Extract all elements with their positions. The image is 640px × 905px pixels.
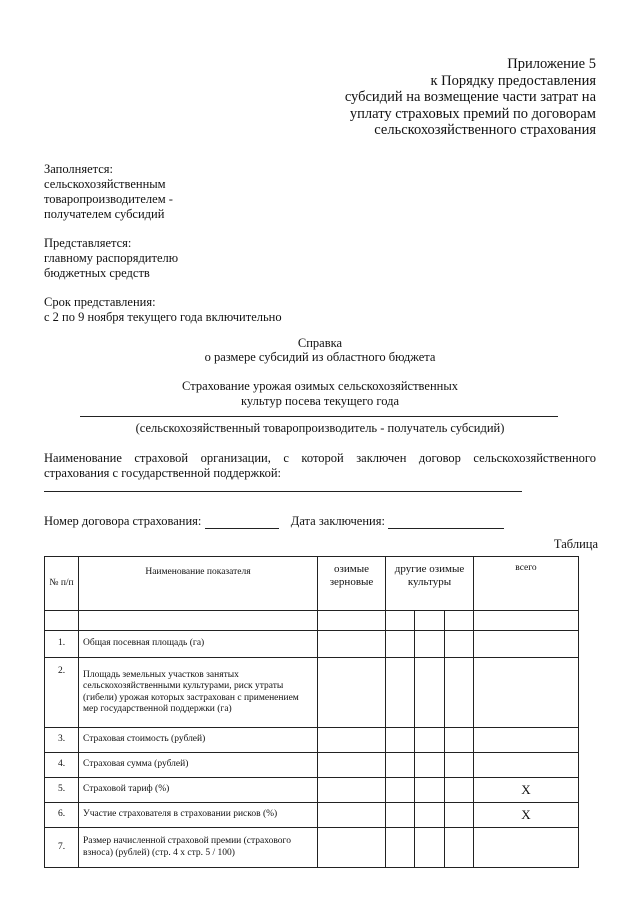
row-num: 2. [45, 658, 79, 728]
table-row [45, 753, 579, 778]
submitted-to-label: Представляется: [44, 236, 132, 250]
recipient-caption: (сельскохозяйственный товаропроизводитель - получатель субсидий) [135, 421, 505, 435]
document-title: Справка [297, 336, 343, 350]
row-label: Общая посевная площадь (га) [79, 631, 318, 658]
cell[interactable] [318, 631, 386, 658]
cell[interactable] [445, 658, 474, 728]
header-total: всего [474, 557, 579, 611]
recipient-fill-line[interactable] [80, 416, 558, 417]
row-num: 5. [45, 778, 79, 803]
filled-by-label: Заполняется: [44, 162, 114, 176]
row-label: Страховая стоимость (рублей) [79, 728, 318, 753]
row-total[interactable] [474, 658, 579, 728]
contract-row [44, 514, 504, 529]
cell[interactable] [415, 828, 445, 868]
row-num: 1. [45, 631, 79, 658]
appendix-line: Приложение 5 [507, 56, 596, 72]
cell[interactable] [386, 728, 415, 753]
cell[interactable] [445, 778, 474, 803]
table-subheader-row [45, 611, 579, 631]
table-row [45, 828, 579, 868]
submitted-to-block [44, 236, 178, 281]
header-winter-grain: озимые зерновые [318, 557, 386, 611]
table-row [45, 658, 579, 728]
indicators-table [44, 556, 579, 868]
cell[interactable] [318, 753, 386, 778]
cell[interactable] [445, 631, 474, 658]
appendix-line: субсидий на возмещение части затрат на [344, 89, 596, 105]
cell[interactable] [386, 803, 415, 828]
insurer-label-line1: Наименование страховой организации, с которой заключен договор сельскохозяйственного [44, 451, 596, 465]
cell[interactable] [445, 828, 474, 868]
row-num: 3. [45, 728, 79, 753]
cell[interactable] [445, 803, 474, 828]
cell[interactable] [415, 803, 445, 828]
row-label: Площадь земельных участков занятых сельскохозяйственными культурами, риск утраты (гибели) урожая которых застрахован с применением мер государственной поддержки (га) [79, 658, 318, 728]
row-total[interactable] [474, 753, 579, 778]
cell[interactable] [386, 778, 415, 803]
contract-number-field[interactable] [205, 516, 279, 529]
cell[interactable] [318, 803, 386, 828]
table-caption: Таблица [553, 537, 598, 551]
cell[interactable] [386, 753, 415, 778]
cell[interactable] [318, 658, 386, 728]
row-num: 4. [45, 753, 79, 778]
cell[interactable] [445, 728, 474, 753]
insurance-title: Страхование урожая озимых сельскохозяйственных [182, 379, 458, 393]
row-total: Х [474, 778, 579, 803]
row-total: Х [474, 803, 579, 828]
filled-by-line: получателем субсидий [44, 207, 165, 221]
insurer-fill-line[interactable] [44, 491, 522, 492]
header-num: № п/п [45, 557, 79, 611]
table-header-row [45, 557, 579, 611]
insurer-label-line2: страхования с государственной поддержкой: [44, 466, 281, 480]
cell[interactable] [318, 778, 386, 803]
table-row [45, 803, 579, 828]
deadline-block [44, 295, 282, 325]
appendix-header [345, 56, 596, 139]
filled-by-line: сельскохозяйственным [44, 177, 166, 191]
cell[interactable] [415, 778, 445, 803]
row-label: Участие страхователя в страховании рисков (%) [79, 803, 318, 828]
row-num: 7. [45, 828, 79, 868]
row-total[interactable] [474, 631, 579, 658]
cell[interactable] [445, 753, 474, 778]
cell[interactable] [386, 631, 415, 658]
row-label: Страховой тариф (%) [79, 778, 318, 803]
contract-date-field[interactable] [388, 516, 504, 529]
submitted-to-line: главному распорядителю [44, 251, 179, 265]
table-row [45, 778, 579, 803]
cell[interactable] [386, 658, 415, 728]
deadline-text: с 2 по 9 ноября текущего года включительно [44, 310, 282, 324]
filled-by-line: товаропроизводителем - [44, 192, 173, 206]
cell[interactable] [415, 631, 445, 658]
table-row [45, 728, 579, 753]
submitted-to-line: бюджетных средств [44, 266, 150, 280]
deadline-label: Срок представления: [44, 295, 156, 309]
appendix-line: сельскохозяйственного страхования [374, 122, 596, 138]
insurance-subtitle: культур посева текущего года [240, 394, 400, 408]
cell[interactable] [415, 728, 445, 753]
table-row [45, 631, 579, 658]
document-subtitle: о размере субсидий из областного бюджета [204, 350, 436, 364]
appendix-line: уплату страховых премий по договорам [349, 105, 596, 122]
cell[interactable] [415, 753, 445, 778]
header-other-winter: другие озимые культуры [386, 557, 474, 611]
cell[interactable] [415, 658, 445, 728]
header-indicator: Наименование показателя [79, 557, 318, 611]
contract-number-label: Номер договора страхования: [44, 514, 202, 528]
row-total[interactable] [474, 728, 579, 753]
cell[interactable] [318, 828, 386, 868]
row-label: Страховая сумма (рублей) [79, 753, 318, 778]
row-total[interactable] [474, 828, 579, 868]
row-label: Размер начисленной страховой премии (страхового взноса) (рублей) (стр. 4 х стр. 5 / 100) [79, 828, 318, 868]
contract-date-label: Дата заключения: [290, 514, 385, 528]
cell[interactable] [318, 728, 386, 753]
appendix-line: к Порядку предоставления [430, 72, 596, 89]
filled-by-block [44, 162, 173, 222]
row-num: 6. [45, 803, 79, 828]
cell[interactable] [386, 828, 415, 868]
